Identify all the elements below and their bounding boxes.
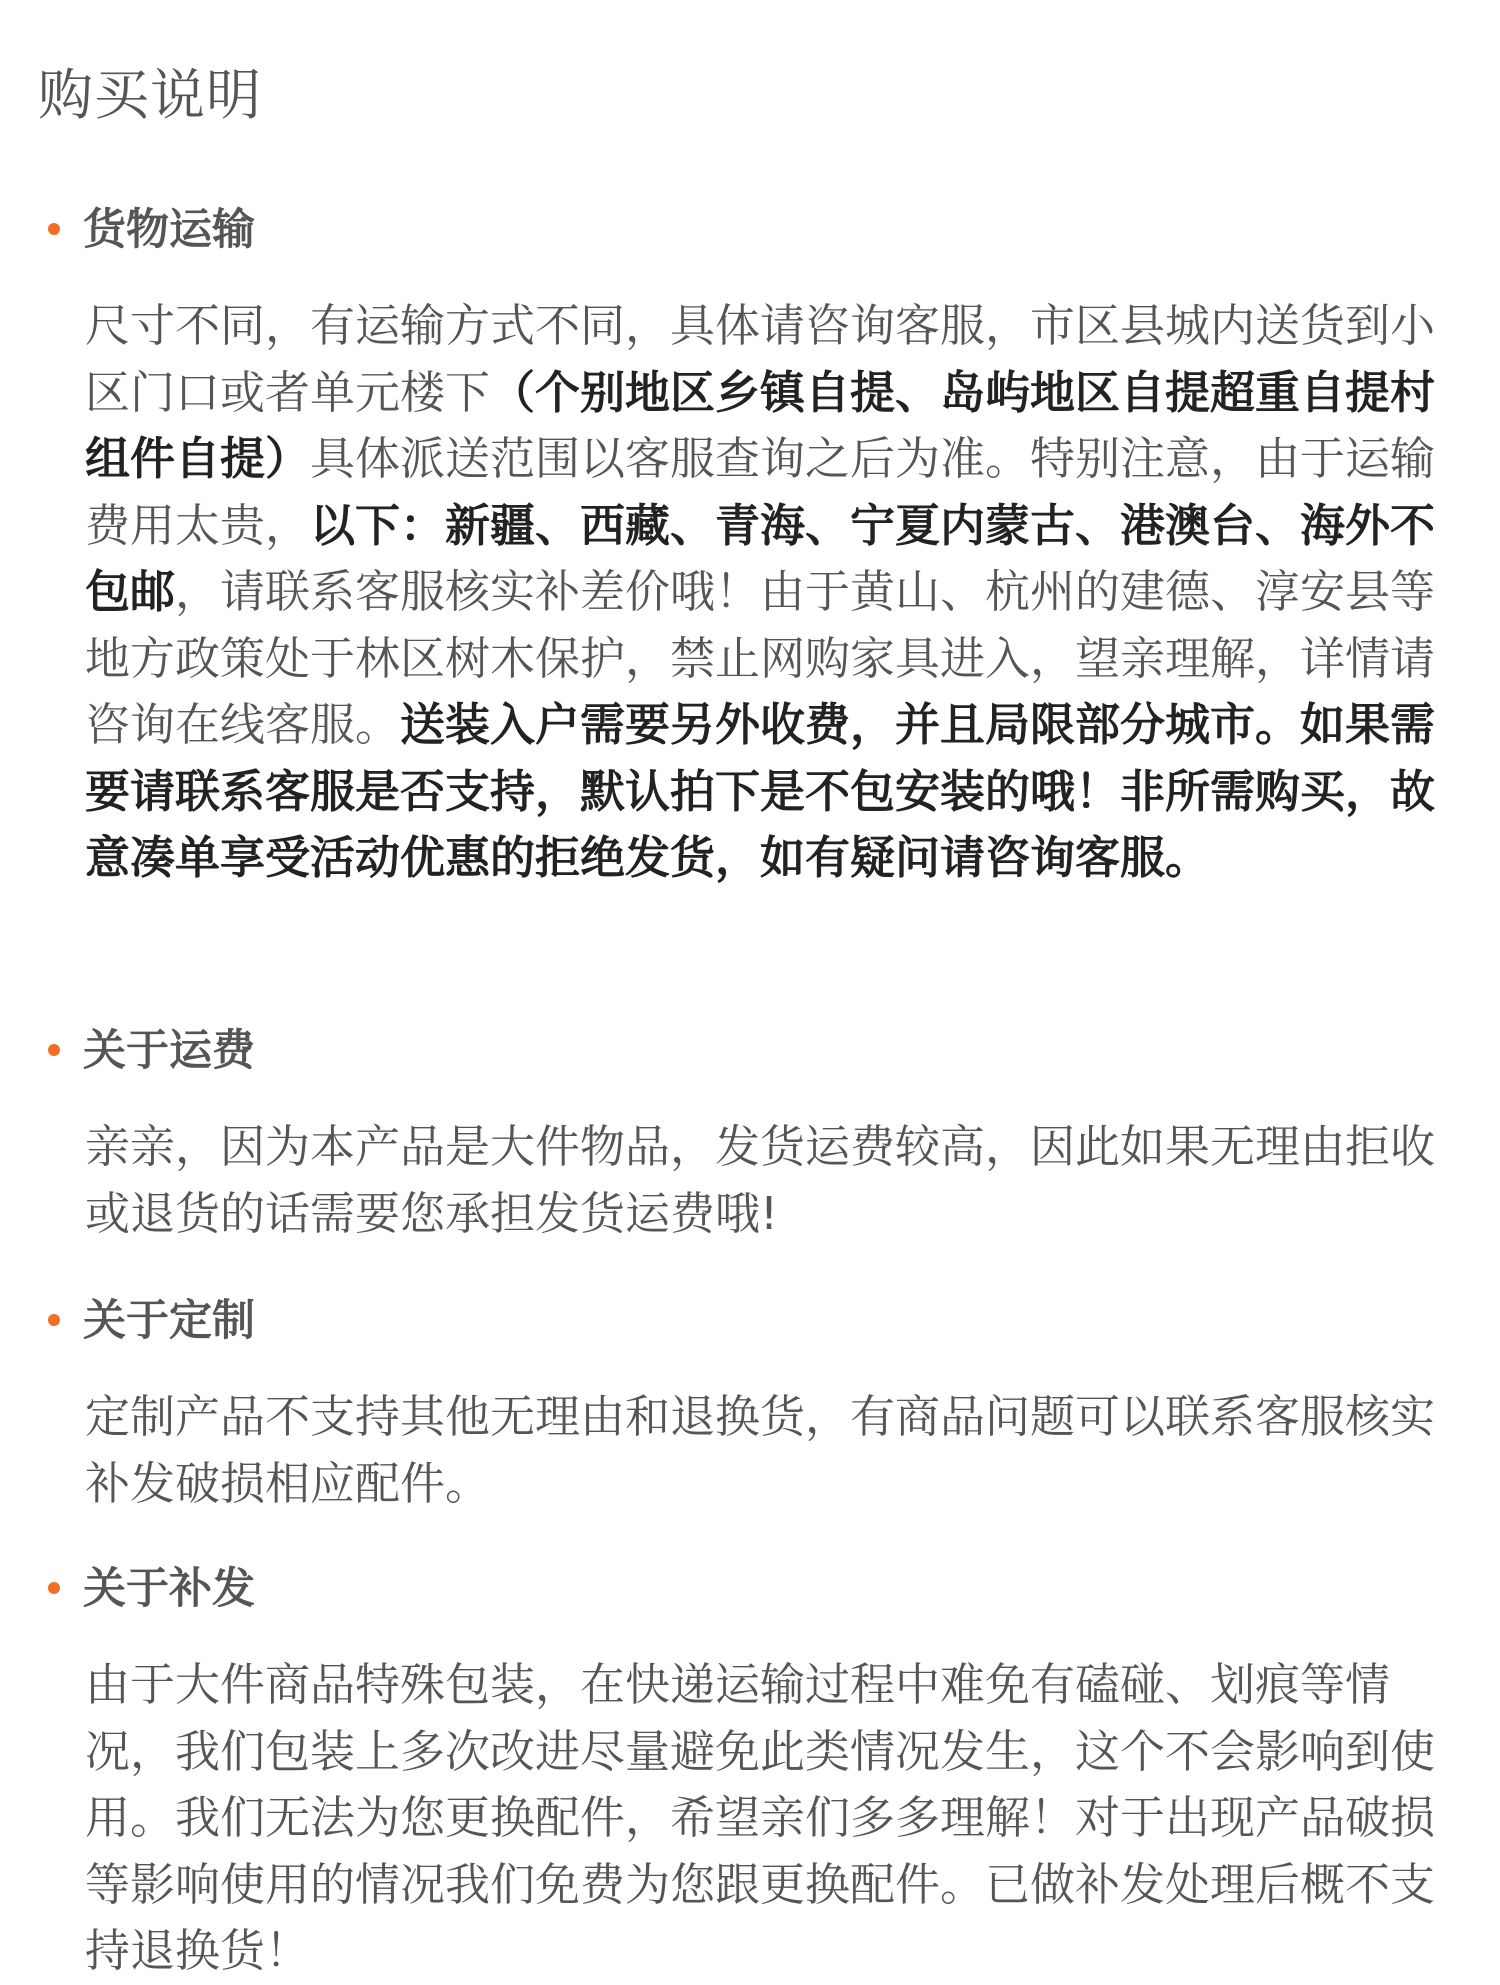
section-header [0, 1557, 1500, 1621]
section-body [85, 293, 1455, 892]
section-title: 关于运费 [83, 1026, 255, 1076]
section-title: 关于补发 [83, 1564, 255, 1614]
bullet-dot-icon [48, 1314, 60, 1326]
section-header [0, 1019, 1500, 1083]
section-title: 关于定制 [83, 1296, 255, 1346]
section-body: 由于大件商品特殊包装，在快递运输过程中难免有磕碰、划痕等情况，我们包装上多次改进尽量避免此类情况发生，这个不会影响到使用。我们无法为您更换配件，希望亲们多多理解！对于出现产品破损等影响使用的情况我们免费为您跟更换配件。已做补发处理后概不支持退换货！ [85, 1658, 1436, 1977]
bullet-dot-icon [48, 1044, 60, 1056]
body-emphasis: （个别地区乡镇自提、岛屿地区自提超重自提村组件自提） [85, 365, 1436, 485]
bullet-dot-icon [48, 223, 60, 235]
section-body: 亲亲，因为本产品是大件物品，发货运费较高，因此如果无理由拒收或退货的话需要您承担发货运费哦! [85, 1120, 1436, 1240]
section-header [0, 198, 1500, 262]
body-emphasis: 送装入户需要另外收费，并且局限部分城市。如果需要请联系客服是否支持，默认拍下是不包安装的哦！非所需购买，故意凑单享受活动优惠的拒绝发货，如有疑问请咨询客服。 [85, 698, 1436, 884]
page-title: 购买说明 [38, 63, 263, 127]
body-text: ，请联系客服核实补差价哦！由于黄山、杭州的建德、淳安县等地方政策处于林区树木保护，禁止网购家具进入，望亲理解，详情请咨询在线客服。 [85, 565, 1436, 751]
body-emphasis: 以下：新疆、西藏、青海、宁夏内蒙古、港澳台、海外不包邮 [85, 498, 1436, 618]
body-text: 尺寸不同，有运输方式不同，具体请咨询客服，市区县城内送货到小区门口或者单元楼下 [85, 299, 1436, 419]
section-header [0, 1289, 1500, 1353]
section-body: 定制产品不支持其他无理由和退换货，有商品问题可以联系客服核实补发破损相应配件。 [85, 1390, 1436, 1510]
section-title: 货物运输 [83, 205, 255, 255]
bullet-dot-icon [48, 1582, 60, 1594]
body-text: 具体派送范围以客服查询之后为准。特别注意，由于运输费用太贵， [85, 432, 1436, 552]
